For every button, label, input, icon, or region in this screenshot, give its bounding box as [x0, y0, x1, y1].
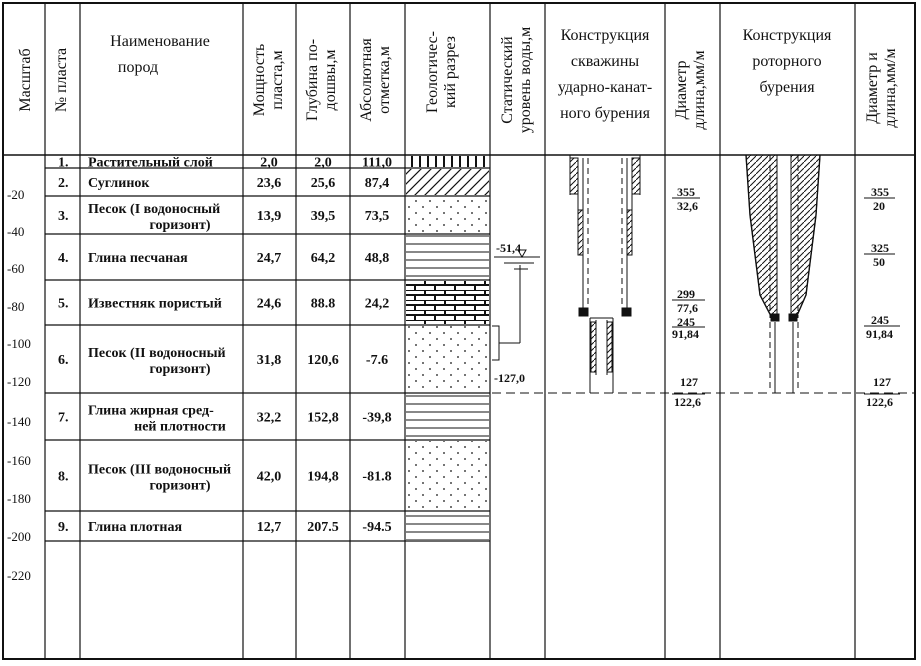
header-water-line1: Статический — [499, 36, 516, 124]
dim-top: 245 — [677, 315, 695, 329]
layer-depth: 2,0 — [314, 155, 332, 171]
layer-rows — [45, 156, 490, 542]
header-scale: Масштаб — [17, 48, 34, 112]
layer-depth: 194,8 — [307, 469, 339, 485]
geologic-pattern-lines — [406, 235, 489, 279]
rotary-dimensions — [864, 185, 900, 409]
layer-thickness: 12,7 — [256, 520, 282, 535]
layer-name-line2: горизонт) — [149, 478, 211, 494]
layer-thickness: 31,8 — [256, 353, 282, 368]
layer-depth: 64,2 — [310, 251, 336, 266]
layer-abs-mark: -94.5 — [362, 520, 392, 535]
scale-tick: -180 — [7, 491, 31, 506]
layer-name: Песок (I водоносный — [88, 202, 221, 217]
rotary-well-construction — [746, 155, 820, 393]
geologic-pattern-soil — [406, 156, 489, 167]
layer-number: 2. — [58, 176, 69, 191]
layer-thickness: 32,2 — [256, 410, 282, 426]
header-thickness-line2: пласта,м — [269, 50, 286, 110]
dim-top: 299 — [677, 287, 695, 301]
scale-tick: -20 — [7, 187, 25, 202]
header-abs-line1: Абсолютная — [358, 38, 375, 122]
layer-abs-mark: -81.8 — [362, 469, 392, 485]
dim-top: 127 — [680, 375, 698, 389]
dim-bottom: 91,84 — [672, 327, 699, 341]
header-layer-no: № пласта — [53, 47, 70, 113]
layer-thickness: 42,0 — [256, 469, 282, 485]
layer-thickness: 24,6 — [256, 296, 282, 312]
layer-number: 9. — [58, 520, 69, 535]
dim-top: 355 — [677, 185, 695, 199]
layer-depth: 88.8 — [310, 296, 336, 312]
header-rotary-line2: роторного — [752, 53, 822, 70]
header-percussion-line1: Конструкция — [560, 27, 650, 44]
dim-bottom: 122,6 — [674, 395, 701, 409]
layer-abs-mark: 73,5 — [364, 209, 390, 224]
header-depth-line2: дошвы,м — [322, 49, 339, 111]
layer-name: Глина плотная — [88, 520, 183, 535]
layer-name: Глина песчаная — [88, 251, 188, 266]
percussion-dimensions — [672, 185, 705, 409]
percussion-well-construction — [570, 155, 640, 393]
layer-name: Суглинок — [88, 176, 150, 191]
layer-depth: 120,6 — [307, 353, 339, 368]
scale-tick: -80 — [7, 299, 25, 314]
layer-number: 8. — [58, 469, 69, 485]
geologic-pattern-brick — [406, 281, 489, 324]
dim-bottom: 50 — [873, 255, 885, 269]
scale-tick: -200 — [7, 529, 31, 544]
bottom-level: -127,0 — [494, 371, 525, 385]
layer-name: Глина жирная сред- — [88, 403, 214, 419]
layer-name: Песок (II водоносный — [88, 346, 226, 361]
scale-tick: -60 — [7, 261, 25, 276]
layer-abs-mark: 87,4 — [364, 176, 390, 191]
header-diam1-line2: длина,мм/м — [691, 50, 708, 130]
geologic-pattern-lines — [406, 512, 489, 540]
layer-number: 6. — [58, 353, 69, 368]
header-rotary-line3: бурения — [759, 79, 815, 96]
scale-tick: -40 — [7, 224, 25, 239]
header-diam2-line2: длина,мм/м — [882, 48, 899, 128]
layer-abs-mark: 111,0 — [362, 155, 392, 171]
scale-tick: -100 — [7, 336, 31, 351]
header-rotary-line1: Конструкция — [742, 27, 832, 44]
layer-name: Известняк пористый — [88, 296, 222, 312]
geologic-pattern-dots — [406, 441, 489, 510]
layer-depth: 25,6 — [310, 176, 336, 191]
geologic-pattern-hatch — [406, 169, 489, 195]
geologic-pattern-lines — [406, 394, 489, 439]
layer-thickness: 24,7 — [256, 251, 282, 266]
scale-tick: -160 — [7, 453, 31, 468]
layer-thickness: 2,0 — [260, 155, 278, 171]
layer-depth: 39,5 — [310, 209, 336, 224]
header-row — [17, 27, 899, 133]
scale-tick: -220 — [7, 568, 31, 583]
header-depth-line1: Глубина по- — [304, 38, 321, 122]
layer-number: 3. — [58, 209, 69, 224]
header-percussion-line4: ного бурения — [560, 105, 650, 122]
header-geo-line2: кий разрез — [442, 36, 459, 108]
layer-name-line2: горизонт) — [149, 362, 211, 377]
water-level-column — [492, 241, 540, 385]
scale-tick: -140 — [7, 414, 31, 429]
header-diam2-line1: Диаметр и — [864, 52, 881, 124]
layer-abs-mark: -39,8 — [362, 410, 392, 426]
layer-depth: 152,8 — [307, 410, 339, 426]
dim-bottom: 122,6 — [866, 395, 893, 409]
dim-top: 355 — [871, 185, 889, 199]
layer-depth: 207.5 — [307, 520, 339, 535]
dim-top: 325 — [871, 241, 889, 255]
dim-bottom: 77,6 — [677, 301, 698, 315]
geologic-pattern-dots — [406, 326, 489, 392]
header-water-line2: уровень воды,м — [517, 26, 534, 134]
scale-axis — [7, 187, 31, 583]
header-thickness-line1: Мощность — [251, 43, 268, 117]
header-percussion-line2: скважины — [570, 53, 640, 70]
header-rock-name-line1: Наименование — [110, 33, 210, 50]
layer-name-line2: горизонт) — [149, 218, 211, 233]
scale-tick: -120 — [7, 374, 31, 389]
header-diam1-line1: Диаметр — [673, 60, 690, 120]
dim-top: 245 — [871, 313, 889, 327]
layer-thickness: 23,6 — [256, 176, 282, 191]
layer-number: 5. — [58, 296, 69, 312]
layer-thickness: 13,9 — [256, 209, 282, 224]
header-percussion-line3: ударно-канат- — [557, 79, 653, 96]
layer-number: 7. — [58, 410, 69, 426]
geologic-pattern-dots — [406, 197, 489, 233]
layer-name-line2: ней плотности — [134, 419, 226, 435]
layer-abs-mark: 24,2 — [364, 296, 390, 312]
layer-number: 1. — [58, 155, 69, 171]
header-abs-line2: отметка,м — [376, 46, 393, 114]
dim-bottom: 91,84 — [866, 327, 893, 341]
dim-bottom: 20 — [873, 199, 885, 213]
layer-name: Песок (III водоносный — [88, 462, 232, 478]
layer-abs-mark: -7.6 — [365, 353, 389, 368]
dim-bottom: 32,6 — [677, 199, 698, 213]
layer-abs-mark: 48,8 — [364, 251, 390, 266]
static-water-level: -51,4 — [496, 241, 521, 255]
header-rock-name-line2: пород — [117, 59, 159, 76]
layer-number: 4. — [58, 251, 69, 266]
header-geo-line1: Геологичес- — [424, 30, 441, 114]
dim-top: 127 — [873, 375, 891, 389]
layer-name: Растительный слой — [88, 155, 213, 171]
